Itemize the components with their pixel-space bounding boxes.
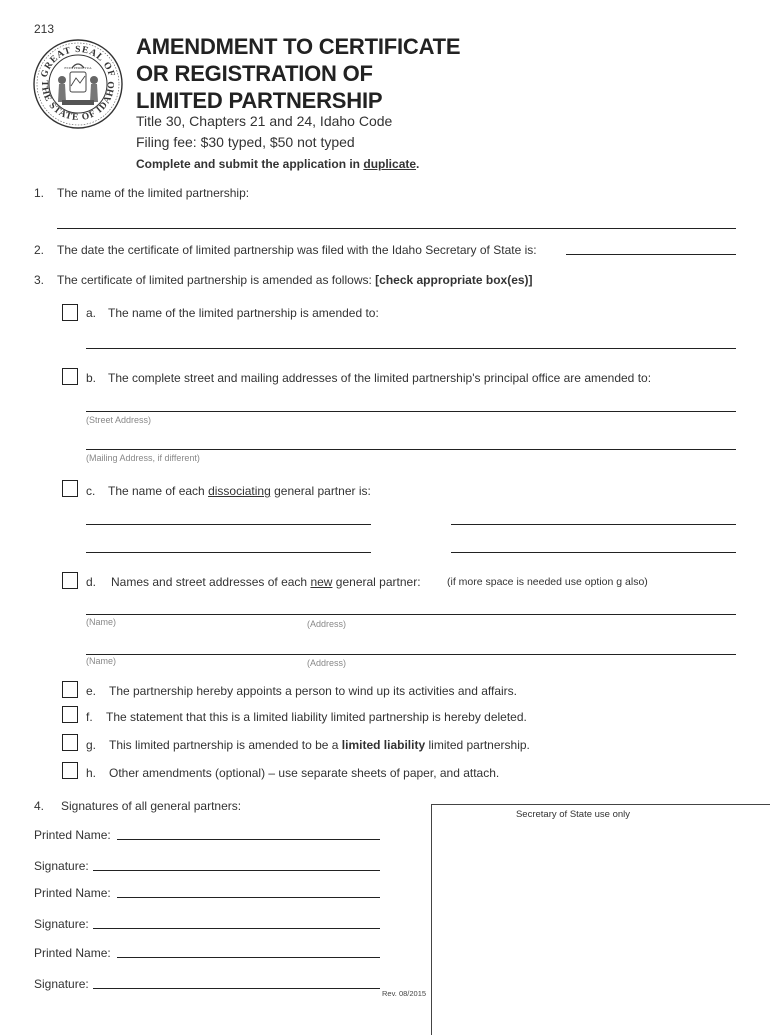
checkbox-g[interactable] (62, 734, 78, 751)
dissociating-partner-field-3[interactable] (86, 552, 371, 553)
e-letter: e. (86, 684, 97, 698)
signature-label-1: Signature: (34, 859, 89, 873)
filing-date-field[interactable] (566, 254, 736, 255)
q4-label: Signatures of all general partners: (61, 799, 242, 813)
h-label: Other amendments (optional) – use separate sheets of paper, and attach. (109, 766, 500, 780)
signature-label-2: Signature: (34, 917, 89, 931)
address-hint-1: (Address) (307, 619, 347, 629)
title-line-3: LIMITED PARTNERSHIP (136, 88, 383, 113)
title-line-2: OR REGISTRATION OF (136, 61, 373, 86)
dissociating-partner-field-2[interactable] (451, 524, 736, 525)
seal-motto: ESTO PERPETUA (64, 66, 92, 70)
name-hint-1: (Name) (86, 617, 117, 627)
title-line-1: AMENDMENT TO CERTIFICATE (136, 34, 461, 59)
state-seal-icon (32, 38, 124, 130)
dissociating-partner-field-1[interactable] (86, 524, 371, 525)
q4-number: 4. (34, 799, 45, 813)
b-letter: b. (86, 371, 97, 385)
signature-field-1[interactable] (93, 870, 380, 871)
filing-fee: Filing fee: $30 typed, $50 not typed (136, 134, 355, 150)
secretary-of-state-box (431, 804, 770, 1035)
dissociating-partner-field-4[interactable] (451, 552, 736, 553)
e-label: The partnership hereby appoints a person to wind up its activities and affairs. (109, 684, 518, 698)
sos-box-label: Secretary of State use only (515, 809, 631, 820)
d-note: (if more space is needed use option g also) (447, 576, 648, 588)
signature-field-2[interactable] (93, 928, 380, 929)
checkbox-e[interactable] (62, 681, 78, 698)
checkbox-a[interactable] (62, 304, 78, 321)
street-address-hint: (Street Address) (86, 415, 152, 425)
checkbox-f[interactable] (62, 706, 78, 723)
checkbox-c[interactable] (62, 480, 78, 497)
a-letter: a. (86, 306, 97, 320)
seal-bottom-text: THE STATE OF IDAHO (38, 80, 118, 124)
q3-number: 3. (34, 273, 45, 287)
signature-field-3[interactable] (93, 988, 380, 989)
a-label: The name of the limited partnership is amended to: (108, 306, 379, 320)
street-address-field[interactable] (86, 411, 736, 412)
mailing-address-field[interactable] (86, 449, 736, 450)
printed-name-label-1: Printed Name: (34, 828, 111, 842)
c-letter: c. (86, 484, 96, 498)
new-partner-field-2[interactable] (86, 654, 736, 655)
h-letter: h. (86, 766, 97, 780)
form-number: 213 (34, 22, 55, 36)
revision-date: Rev. 08/2015 (382, 989, 427, 998)
f-letter: f. (86, 710, 93, 724)
d-label: Names and street addresses of each new general partner: (111, 575, 421, 589)
printed-name-field-3[interactable] (117, 957, 380, 958)
q1-label: The name of the limited partnership: (57, 186, 250, 200)
new-name-field[interactable] (86, 348, 736, 349)
partnership-name-field[interactable] (57, 228, 736, 229)
g-label: This limited partnership is amended to be a limited liability limited partnership. (109, 738, 530, 752)
checkbox-b[interactable] (62, 368, 78, 385)
q2-number: 2. (34, 243, 45, 257)
name-hint-2: (Name) (86, 656, 117, 666)
printed-name-label-2: Printed Name: (34, 886, 111, 900)
printed-name-field-1[interactable] (117, 839, 380, 840)
printed-name-field-2[interactable] (117, 897, 380, 898)
b-label: The complete street and mailing addresses of the limited partnership's principal office are amended to: (108, 371, 652, 385)
printed-name-label-3: Printed Name: (34, 946, 111, 960)
mailing-address-hint: (Mailing Address, if different) (86, 453, 200, 463)
d-letter: d. (86, 575, 97, 589)
c-label: The name of each dissociating general partner is: (108, 484, 371, 498)
submit-instruction: Complete and submit the application in duplicate. (136, 157, 420, 171)
seal-top-text: GREAT SEAL OF (39, 44, 117, 79)
code-reference: Title 30, Chapters 21 and 24, Idaho Code (136, 113, 393, 129)
q3-instruction: [check appropriate box(es)] (375, 273, 533, 287)
checkbox-h[interactable] (62, 762, 78, 779)
address-hint-2: (Address) (307, 658, 347, 668)
duplicate-emphasis: duplicate (363, 157, 417, 171)
q1-number: 1. (34, 186, 45, 200)
signature-label-3: Signature: (34, 977, 89, 991)
q2-label: The date the certificate of limited partnership was filed with the Idaho Secretary of State is: (57, 243, 537, 257)
g-letter: g. (86, 738, 97, 752)
f-label: The statement that this is a limited liability limited partnership is hereby deleted. (106, 710, 527, 724)
q3-label: The certificate of limited partnership is amended as follows: [check appropriate box(es)] (57, 273, 533, 287)
form-title (136, 33, 460, 114)
checkbox-d[interactable] (62, 572, 78, 589)
new-partner-field-1[interactable] (86, 614, 736, 615)
